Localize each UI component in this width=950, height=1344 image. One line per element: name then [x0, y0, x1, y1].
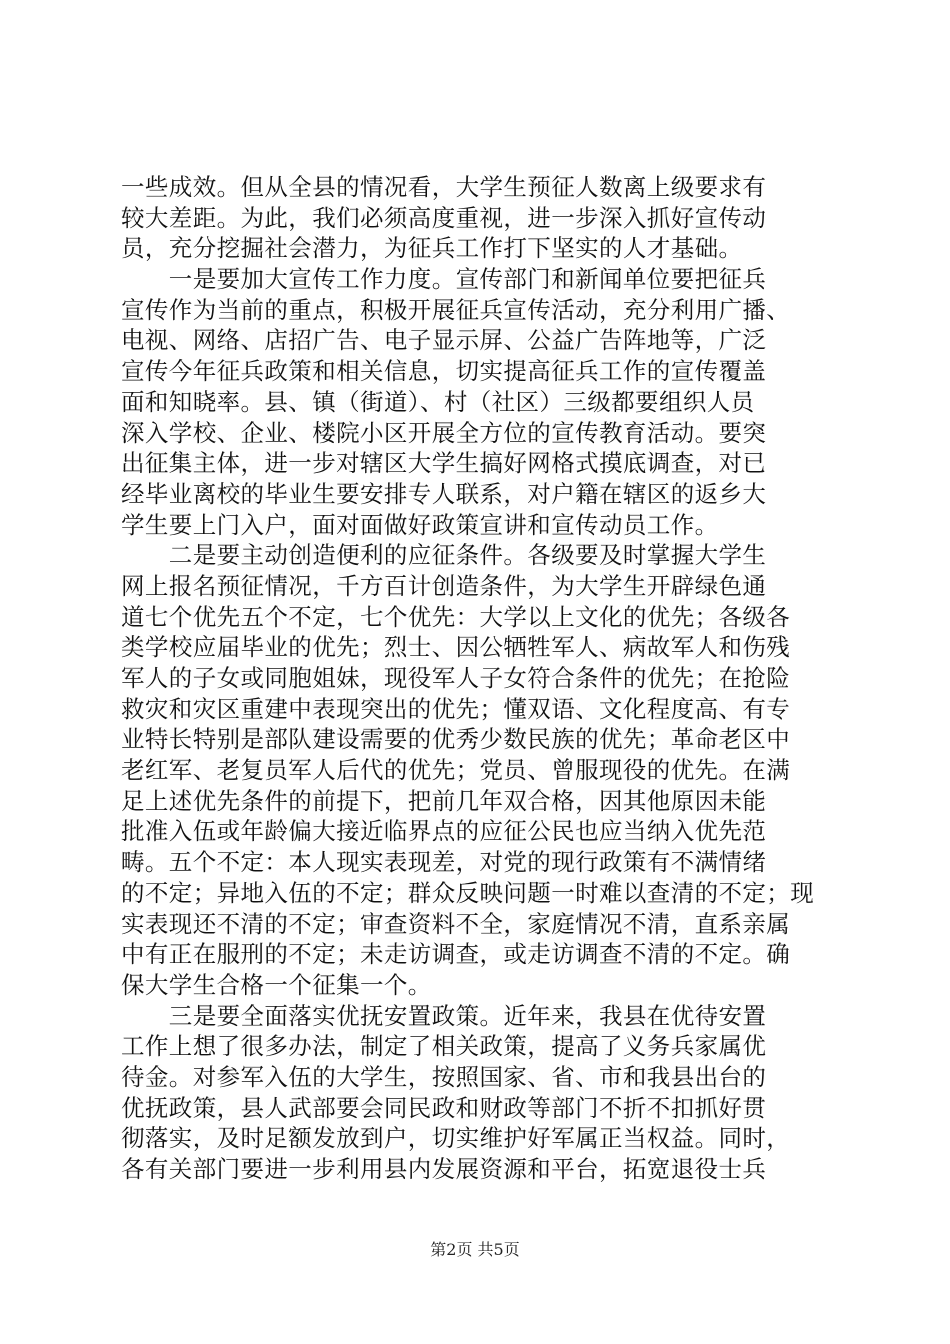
text-line: 员，充分挖掘社会潜力，为征兵工作打下坚实的人才基础。: [121, 234, 743, 263]
text-line: 经毕业离校的毕业生要安排专人联系，对户籍在辖区的返乡大: [121, 479, 767, 508]
text-line: 军人的子女或同胞姐妹，现役军人子女符合条件的优先；在抢险: [121, 664, 791, 692]
text-line: 道七个优先五个不定，七个优先：大学以上文化的优先；各级各: [121, 602, 791, 631]
text-line: 网上报名预征情况，千方百计创造条件，为大学生开辟绿色通: [121, 571, 767, 600]
text-line: 工作上想了很多办法，制定了相关政策，提高了义务兵家属优: [121, 1032, 767, 1061]
text-line: 类学校应届毕业的优先；烈士、因公牺牲军人、病故军人和伤残: [121, 633, 791, 662]
text-line: 各有关部门要进一步利用县内发展资源和平台，拓宽退役士兵: [121, 1155, 767, 1183]
text-line: 保大学生合格一个征集一个。: [121, 970, 432, 999]
text-line: 宣传作为当前的重点，积极开展征兵宣传活动，充分利用广播、: [121, 295, 791, 324]
document-body: [121, 172, 833, 1185]
text-line: 学生要上门入户，面对面做好政策宣讲和宣传动员工作。: [121, 510, 719, 539]
page-indicator: 第2页 共5页: [430, 1240, 520, 1259]
text-line: 足上述优先条件的前提下，把前几年双合格，因其他原因未能: [121, 786, 767, 815]
text-line: 业特长特别是部队建设需要的优秀少数民族的优先；革命老区中: [121, 725, 791, 754]
text-line: 出征集主体，进一步对辖区大学生搞好网格式摸底调查，对已: [121, 449, 767, 478]
text-line: 深入学校、企业、楼院小区开展全方位的宣传教育活动。要突: [121, 418, 767, 447]
text-line: 待金。对参军入伍的大学生，按照国家、省、市和我县出台的: [121, 1062, 767, 1091]
text-line: 优抚政策，县人武部要会同民政和财政等部门不折不扣抓好贯: [121, 1093, 767, 1122]
text-line: 宣传今年征兵政策和相关信息，切实提高征兵工作的宣传覆盖: [121, 357, 767, 386]
page-footer: [0, 1240, 950, 1260]
text-line: 老红军、老复员军人后代的优先；党员、曾服现役的优先。在满: [121, 756, 791, 785]
text-line: 面和知晓率。县、镇（街道）、村（社区）三级都要组织人员: [121, 387, 755, 416]
text-line: 较大差距。为此，我们必须高度重视，进一步深入抓好宣传动: [121, 203, 767, 232]
text-line: 中有正在服刑的不定；未走访调查，或走访调查不清的不定。确: [121, 940, 791, 969]
text-line: 实表现还不清的不定；审查资料不全，家庭情况不清，直系亲属: [121, 909, 791, 938]
text-line: 三是要全面落实优抚安置政策。近年来，我县在优待安置: [121, 1001, 767, 1030]
text-line: 彻落实，及时足额发放到户，切实维护好军属正当权益。同时，: [121, 1124, 791, 1153]
text-line: 批准入伍或年龄偏大接近临界点的应征公民也应当纳入优先范: [121, 817, 767, 846]
text-line: 二是要主动创造便利的应征条件。各级要及时掌握大学生: [121, 541, 767, 570]
text-line: 一是要加大宣传工作力度。宣传部门和新闻单位要把征兵: [121, 265, 767, 294]
text-line: 的不定；异地入伍的不定；群众反映问题一时难以查清的不定；现: [121, 878, 815, 907]
text-line: 电视、网络、店招广告、电子显示屏、公益广告阵地等，广泛: [121, 326, 767, 355]
text-line: 畴。五个不定：本人现实表现差，对党的现行政策有不满情绪: [121, 848, 767, 877]
text-line: 一些成效。但从全县的情况看，大学生预征人数离上级要求有: [121, 173, 767, 201]
text-line: 救灾和灾区重建中表现突出的优先；懂双语、文化程度高、有专: [121, 694, 791, 723]
